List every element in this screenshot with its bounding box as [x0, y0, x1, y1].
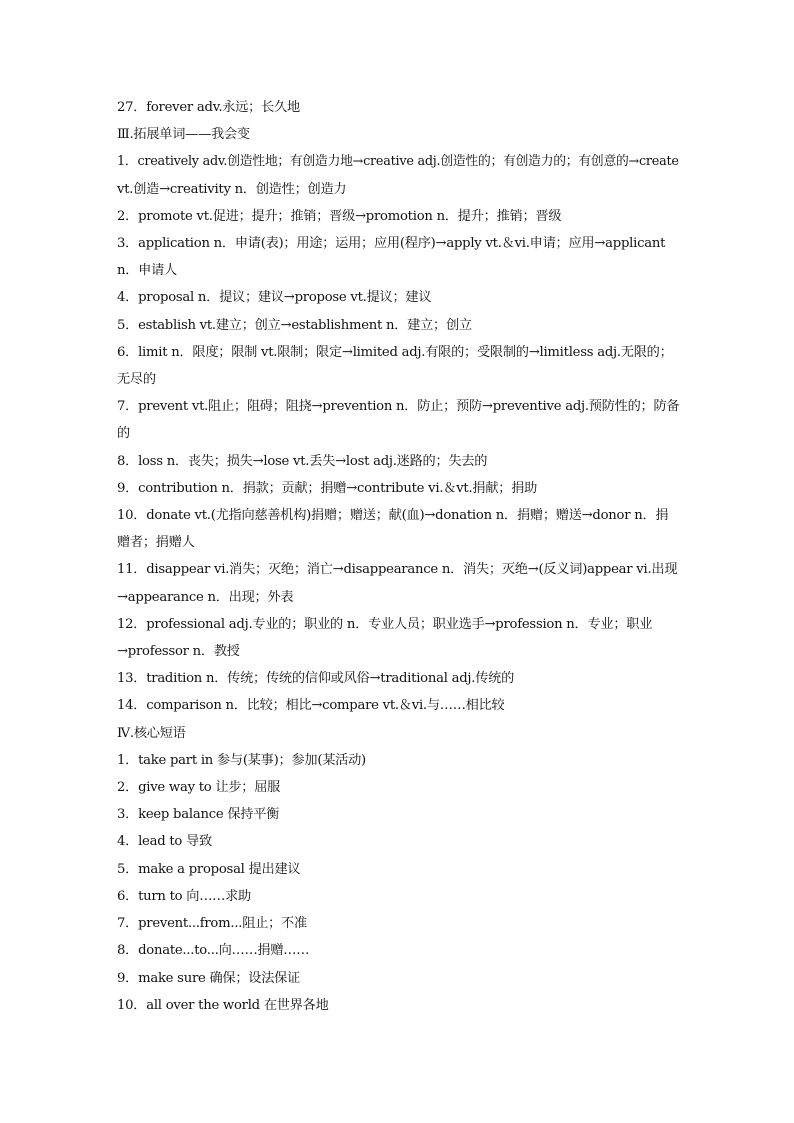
phrase-entry-6: 6．turn to 向……求助: [117, 888, 251, 904]
phrase-entry-7: 7．prevent...from...阻止；不准: [117, 916, 307, 932]
word-entry-3: 3．application n．申请(表)；用途；运用；应用(程序)→apply vt.＆vi.申请；应用→applicant: [117, 236, 666, 252]
word-entry-7: 7．prevent vt.阻止；阻碍；阻挠→prevention n．防止；预防→preventive adj.预防性的；防备: [117, 399, 680, 415]
phrase-entry-9: 9．make sure 确保；设法保证: [117, 970, 301, 986]
phrase-entry-10: 10．all over the world 在世界各地: [117, 997, 329, 1013]
word-entry-2: 2．promote vt.促进；提升；推销；晋级→promotion n．提升；推销；晋级: [117, 208, 562, 224]
document-body: [117, 94, 680, 1019]
word-entry-12-cont: →professor n．教授: [117, 644, 240, 660]
section-heading-core-phrases: Ⅳ.核心短语: [117, 725, 186, 741]
word-entry-6: 6．limit n．限度；限制 vt.限制；限定→limited adj.有限的；受限制的→limitless adj.无限的；: [117, 344, 673, 360]
word-entry-11: 11．disappear vi.消失；灭绝；消亡→disappearance n．消失；灭绝→(反义词)appear vi.出现: [117, 562, 678, 578]
word-entry-1-cont: vt.创造→creativity n．创造性；创造力: [117, 181, 347, 197]
word-entry-11-cont: →appearance n．出现；外表: [117, 589, 294, 605]
word-entry-8: 8．loss n．丧失；损失→lose vt.丢失→lost adj.迷路的；失去的: [117, 453, 488, 469]
phrase-entry-3: 3．keep balance 保持平衡: [117, 807, 280, 823]
word-entry-3-cont: n．申请人: [117, 263, 177, 279]
word-entry-6-cont: 无尽的: [117, 372, 156, 388]
word-entry-4: 4．proposal n．提议；建议→propose vt.提议；建议: [117, 290, 432, 306]
word-entry-10: 10．donate vt.(尤指向慈善机构)捐赠；赠送；献(血)→donation n．捐赠；赠送→donor n．捐: [117, 508, 669, 524]
phrase-entry-8: 8．donate...to...向……捐赠……: [117, 943, 310, 959]
word-entry-9: 9．contribution n．捐款；贡献；捐赠→contribute vi.＆vt.捐献；捐助: [117, 480, 538, 496]
word-entry-5: 5．establish vt.建立；创立→establishment n．建立；创立: [117, 317, 472, 333]
vocab-entry-27: 27．forever adv.永远；长久地: [117, 100, 300, 115]
word-entry-7-cont: 的: [117, 426, 130, 442]
phrase-entry-5: 5．make a proposal 提出建议: [117, 861, 301, 877]
phrase-entry-1: 1．take part in 参与(某事)；参加(某活动): [117, 752, 366, 768]
phrase-entry-4: 4．lead to 导致: [117, 834, 212, 850]
word-entry-10-cont: 赠者；捐赠人: [117, 535, 195, 551]
section-heading-expand-words: Ⅲ.拓展单词——我会变: [117, 127, 250, 143]
word-entry-14: 14．comparison n．比较；相比→compare vt.＆vi.与……相比较: [117, 698, 505, 714]
word-entry-1: 1．creatively adv.创造性地；有创造力地→creative adj.创造性的；有创造力的；有创意的→create: [117, 154, 679, 170]
phrase-entry-2: 2．give way to 让步；屈服: [117, 780, 281, 796]
word-entry-13: 13．tradition n．传统；传统的信仰或风俗→traditional adj.传统的: [117, 671, 515, 687]
word-entry-12: 12．professional adj.专业的；职业的 n．专业人员；职业选手→profession n．专业；职业: [117, 616, 653, 632]
